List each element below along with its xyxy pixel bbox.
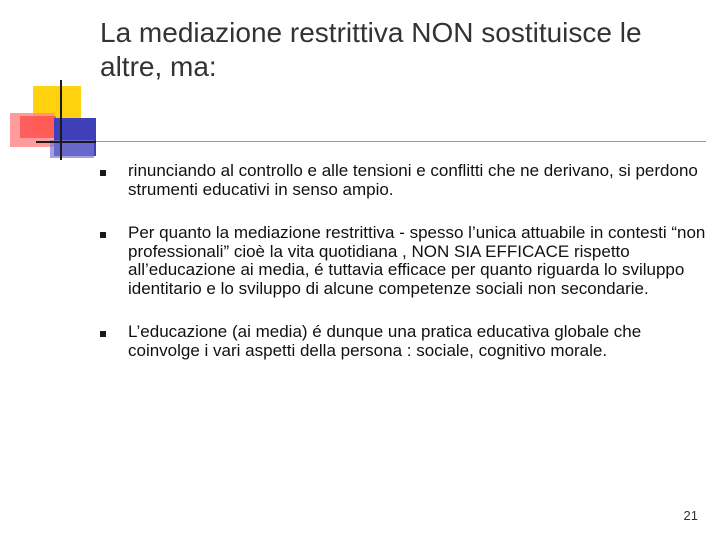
decorative-vertical-line (60, 80, 62, 160)
bullet-list (96, 162, 706, 385)
decorative-red-square (20, 116, 56, 138)
square-bullet-icon (100, 170, 106, 176)
slide-title: La mediazione restrittiva NON sostituisce le altre, ma: (100, 17, 642, 82)
decorative-horizontal-line (36, 141, 96, 143)
bullet-item (96, 224, 706, 298)
title-divider (96, 141, 706, 142)
bullet-item (96, 323, 706, 360)
bullet-text: L’educazione (ai media) é dunque una pratica educativa globale che coinvolge i vari aspetti della persona : sociale, cognitivo morale. (128, 322, 642, 360)
bullet-item (96, 162, 706, 199)
square-bullet-icon (100, 232, 106, 238)
bullet-text: rinunciando al controllo e alle tensioni e conflitti che ne derivano, si perdono strumenti educativi in senso ampio. (128, 161, 698, 199)
bullet-text: Per quanto la mediazione restrittiva - spesso l’unica attuabile in contesti “non professionali” cioè la vita quotidiana , NON SIA EFFICACE rispetto all’educazione ai media, é tuttavia efficace per quanto riguarda lo sviluppo identitario e lo sviluppo di alcune competenze sociali non secondarie. (128, 223, 706, 298)
square-bullet-icon (100, 331, 106, 337)
page-number: 21 (683, 508, 698, 523)
